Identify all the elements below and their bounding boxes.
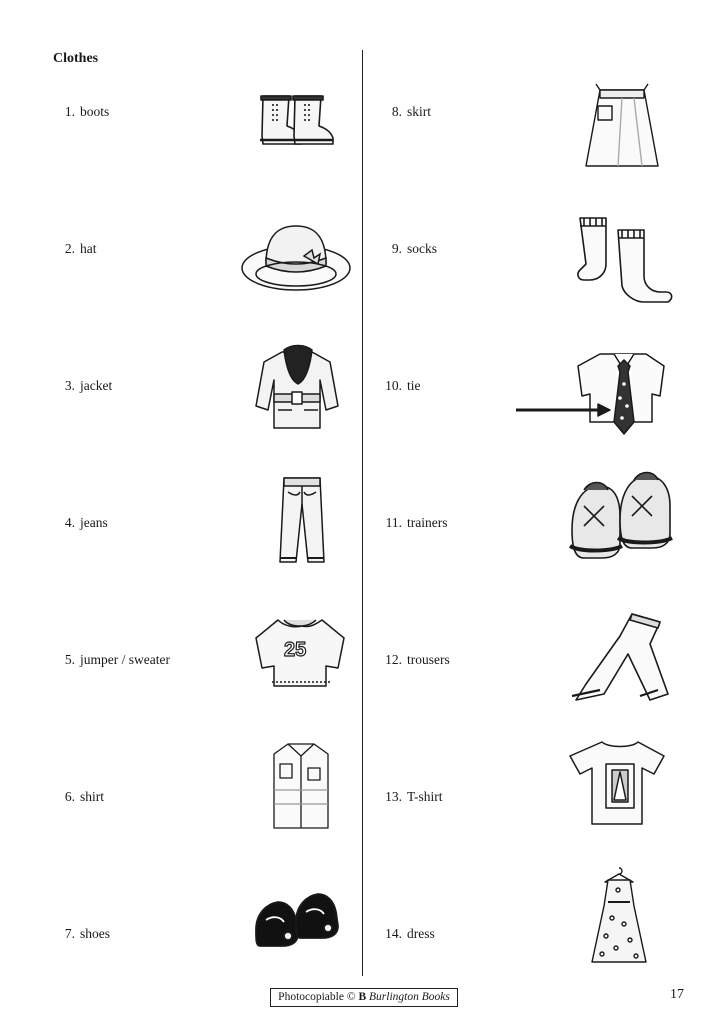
trousers-icon xyxy=(566,608,678,704)
shirt-icon xyxy=(270,740,332,832)
jumper-icon xyxy=(250,612,350,688)
list-item-jeans: 4. jeans xyxy=(64,515,108,530)
item-label: T-shirt xyxy=(407,789,443,804)
item-label: jacket xyxy=(80,378,113,393)
copyright-notice xyxy=(270,988,458,1007)
hat-icon xyxy=(240,222,352,294)
list-item-hat: 2. hat xyxy=(64,241,97,256)
page-number: 17 xyxy=(670,987,684,1002)
list-item-jumper: 5. jumper / sweater xyxy=(64,652,170,667)
item-label: jumper / sweater xyxy=(80,652,170,667)
list-item-jacket: 3. jacket xyxy=(64,378,113,393)
list-item-trousers: 12. trousers xyxy=(385,652,450,667)
list-item-dress: 14. dress xyxy=(385,926,435,941)
list-item-trainers: 11. trainers xyxy=(385,515,448,530)
item-label: jeans xyxy=(80,515,108,530)
socks-icon xyxy=(572,212,674,304)
item-label: socks xyxy=(407,241,437,256)
item-label: shirt xyxy=(80,789,105,804)
item-label: dress xyxy=(407,926,435,941)
brand-mark: B xyxy=(358,991,367,1003)
list-item-shoes: 7. shoes xyxy=(64,926,110,941)
page-title: Clothes xyxy=(53,51,99,66)
list-item-tshirt: 13. T-shirt xyxy=(385,789,443,804)
list-item-socks: 9. socks xyxy=(391,241,437,256)
copyright-prefix: Photocopiable © xyxy=(278,991,359,1003)
item-label: tie xyxy=(407,378,421,393)
boots-icon xyxy=(255,92,343,152)
tshirt-icon xyxy=(570,736,670,830)
tie-icon xyxy=(514,344,676,440)
list-item-skirt: 8. skirt xyxy=(391,104,432,119)
list-item-boots: 1. boots xyxy=(64,104,110,119)
item-label: hat xyxy=(80,241,97,256)
skirt-icon xyxy=(582,80,662,172)
shoes-icon xyxy=(250,884,346,960)
list-item-tie: 10. tie xyxy=(385,378,421,393)
dress-icon xyxy=(586,866,652,968)
item-label: shoes xyxy=(80,926,110,941)
jeans-icon xyxy=(274,474,330,566)
trainers-icon xyxy=(566,470,676,568)
list-item-shirt: 6. shirt xyxy=(64,789,105,804)
item-label: boots xyxy=(80,104,110,119)
column-divider xyxy=(362,50,363,976)
brand-name: Burlington Books xyxy=(369,991,450,1003)
item-label: trainers xyxy=(407,515,448,530)
jacket-icon xyxy=(252,344,342,432)
item-label: trousers xyxy=(407,652,450,667)
jumper-print-text: 25 xyxy=(284,639,307,661)
item-label: skirt xyxy=(407,104,432,119)
